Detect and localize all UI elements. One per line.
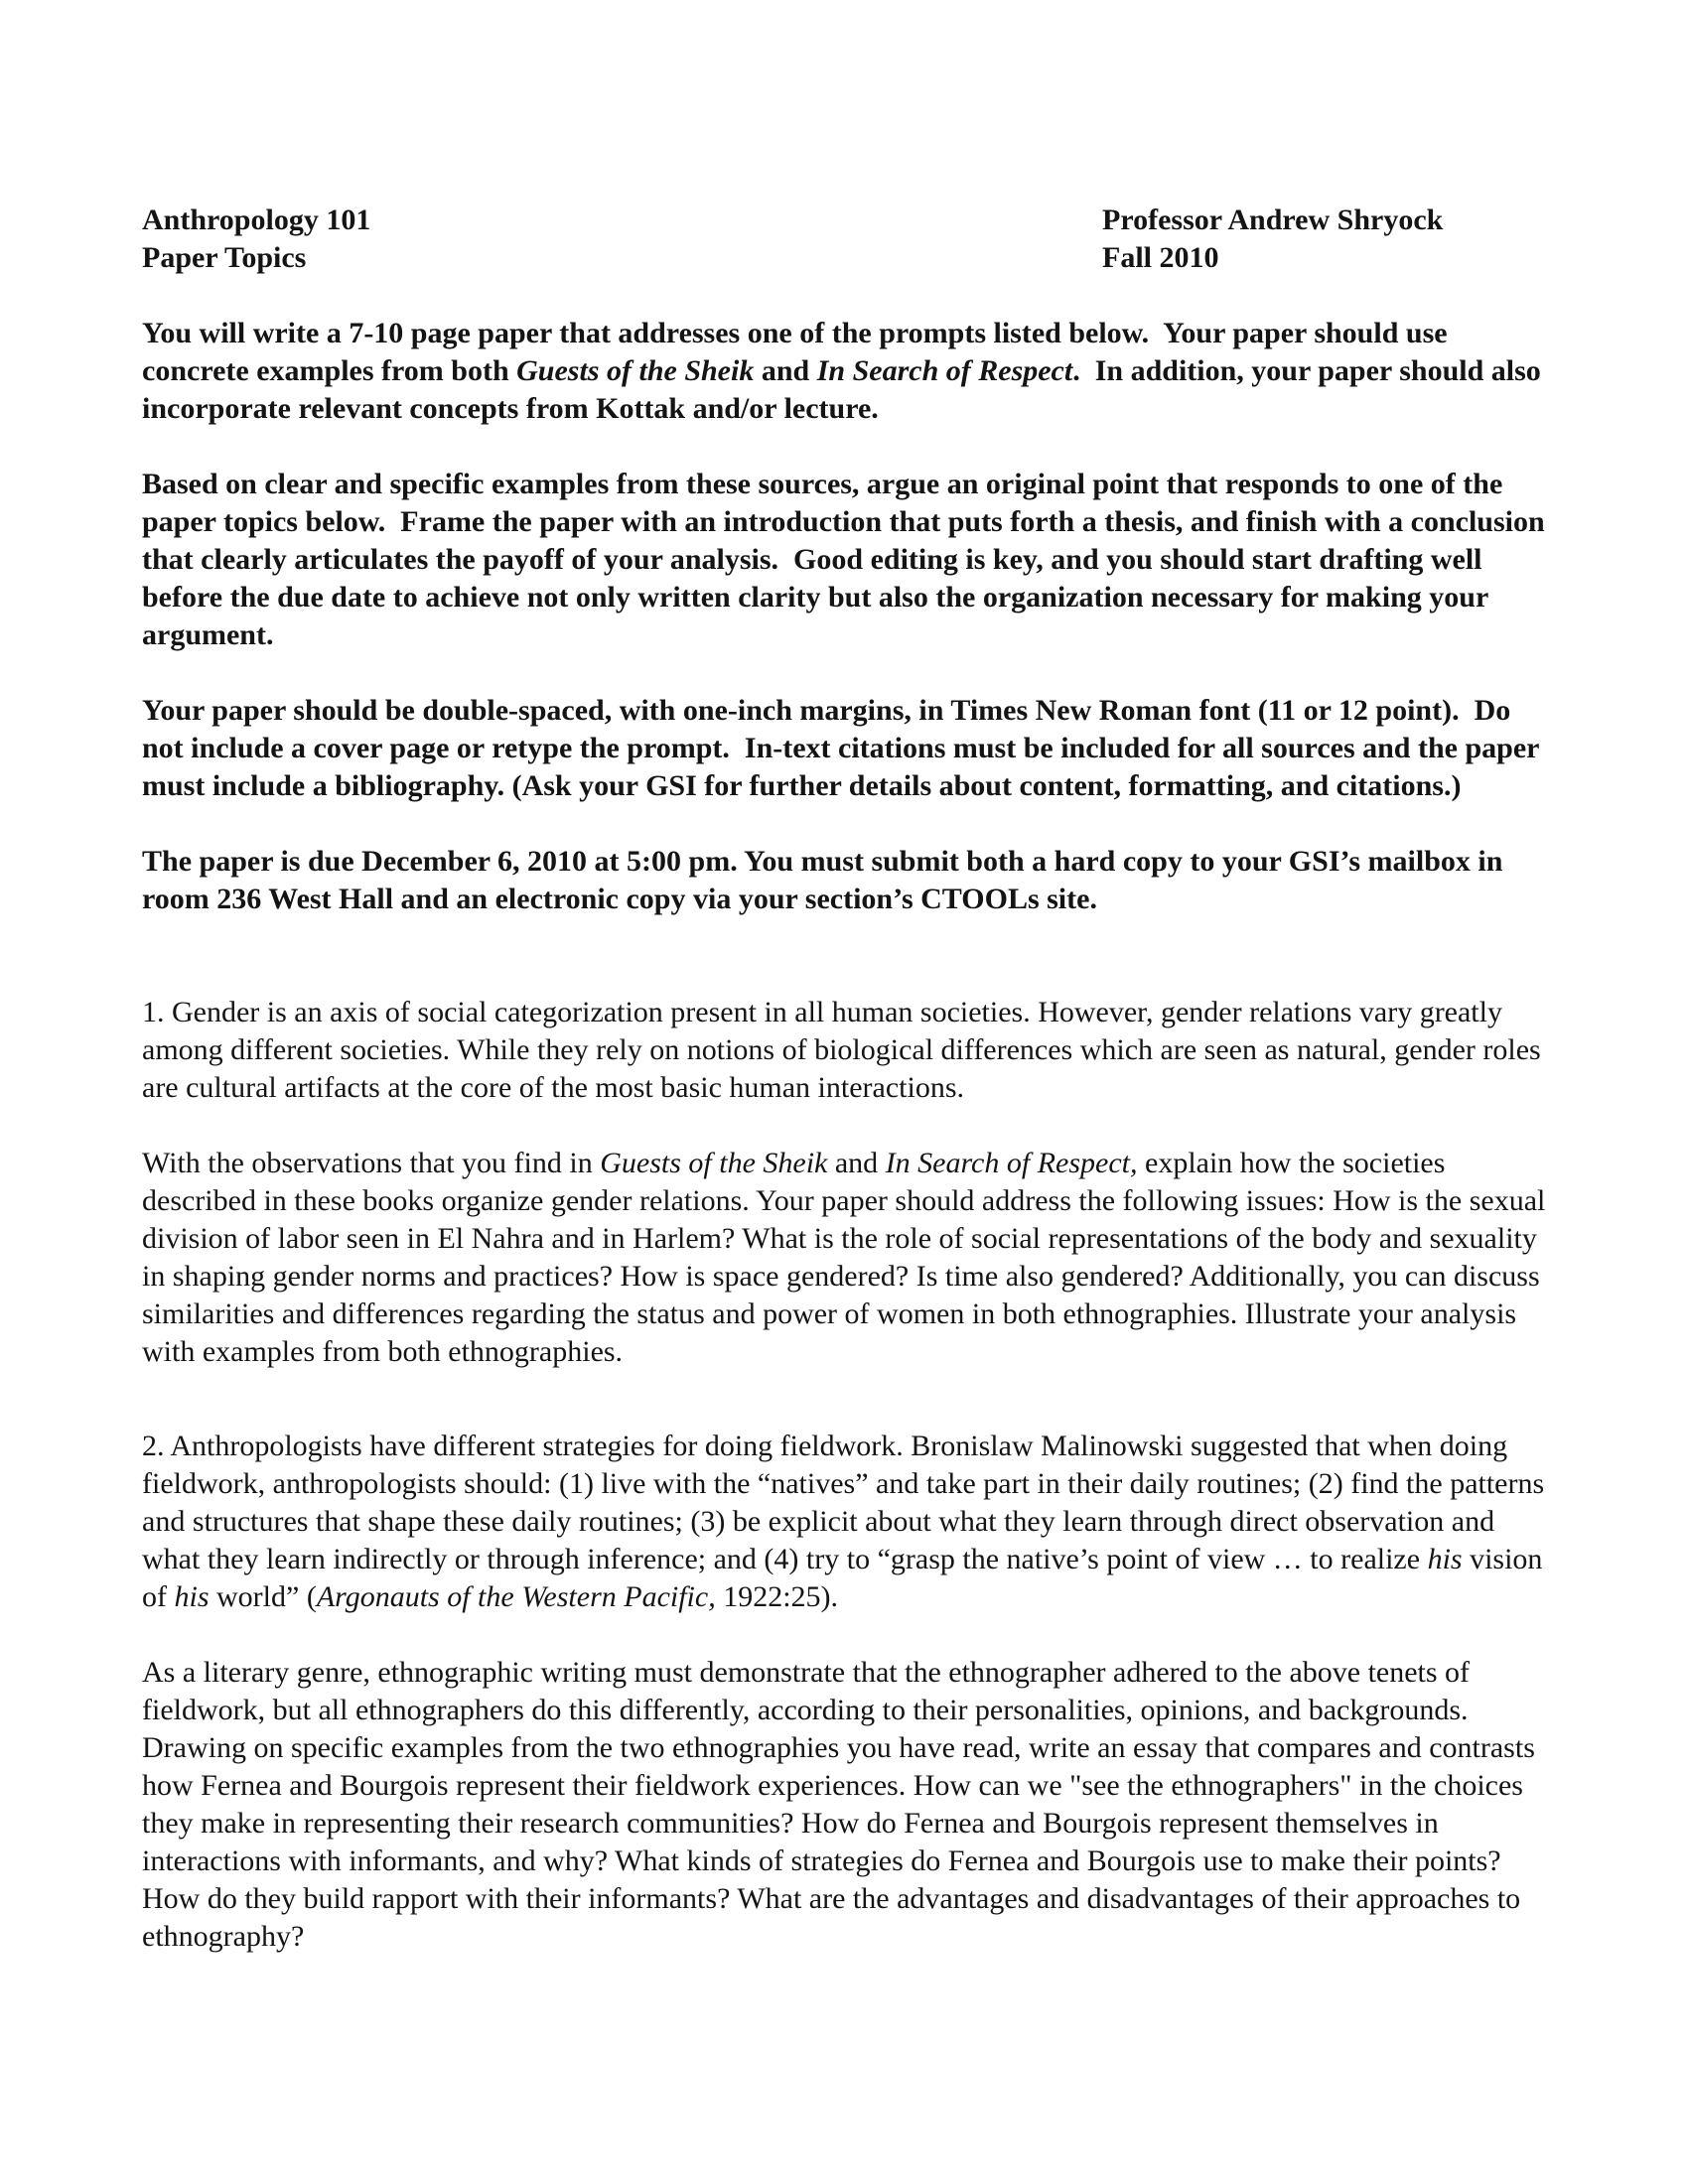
intro-paragraph-formatting: Your paper should be double-spaced, with one-inch margins, in Times New Roman font (11 or 12 point). Do not include a cover page or retype the prompt. In-text citations must be included for all sources and the paper must include a bibliography. (Ask your GSI for further details about content, formatting, and citations.) — [142, 694, 1547, 802]
intro-paragraph-due-date: The paper is due December 6, 2010 at 5:00 pm. You must submit both a hard copy to your GSI’s mailbox in room 236 West Hall and an electronic copy via your section’s CTOOLs site. — [142, 845, 1510, 915]
intro-paragraph-assignment: You will write a 7-10 page paper that addresses one of the prompts listed below. Your paper should use concrete examples from both Guests of the Sheik and In Search of Respect. In addition, your paper should also incorporate relevant concepts from Kottak and/or lecture. — [142, 317, 1549, 425]
topic-2-instructions: As a literary genre, ethnographic writing must demonstrate that the ethnographer adhered to the above tenets of fieldwork, but all ethnographers do this differently, according to their personalities, opinions, and backgrounds. Drawing on specific examples from the two ethnographies you have read, write an essay that compares and contrasts how Fernea and Bourgois represent their fieldwork experiences. How can we "see the ethnographers" in the choices they make in representing their research communities? How do Fernea and Bourgois represent themselves in interactions with informants, and why? What kinds of strategies do Fernea and Bourgois use to make their points? How do they build rapport with their informants? What are the advantages and disadvantages of their approaches to ethnography? — [142, 1656, 1543, 1953]
term-label: Fall 2010 — [1102, 241, 1219, 274]
intro-paragraph-argument: Based on clear and specific examples from these sources, argue an original point that responds to one of the paper topics below. Frame the paper with an introduction that puts forth a thesis, and finish with a conclusion that clearly articulates the payoff of your analysis. Good editing is key, and you should start drafting well before the due date to achieve not only written clarity but also the organization necessary for making your argument. — [142, 468, 1553, 651]
topic-1-prompt: 1. Gender is an axis of social categorization present in all human societies. However, gender relations vary greatly among different societies. While they rely on notions of biological differences which are seen as natural, gender roles are cultural artifacts at the core of the most basic human interactions. — [142, 996, 1549, 1104]
topic-1-instructions: With the observations that you find in Guests of the Sheik and In Search of Respect, explain how the societies described in these books organize gender relations. Your paper should address the following issues: How is the sexual division of labor seen in El Nahra and in Harlem? What is the role of social representations of the body and sexuality in shaping gender norms and practices? How is space gendered? Is time also gendered? Additionally, you can discuss similarities and differences regarding the status and power of women in both ethnographies. Illustrate your analysis with examples from both ethnographies. — [142, 1147, 1553, 1368]
document-title: Paper Topics — [142, 241, 307, 274]
course-title: Anthropology 101 — [142, 204, 371, 236]
header-left-block — [142, 202, 370, 277]
topic-2-prompt: 2. Anthropologists have different strategies for doing fieldwork. Bronislaw Malinowski suggested that when doing fieldwork, anthropologists should: (1) live with the “natives” and take part in their daily routines; (2) find the patterns and structures that shape these daily routines; (3) be explicit about what they learn through direct observation and what they learn indirectly or through inference; and (4) try to “grasp the native’s point of view … to realize his vision of his world” (Argonauts of the Western Pacific, 1922:25). — [142, 1430, 1552, 1613]
header-right-block — [1102, 202, 1443, 277]
professor-name: Professor Andrew Shryock — [1102, 204, 1444, 236]
document-header — [142, 202, 1551, 277]
